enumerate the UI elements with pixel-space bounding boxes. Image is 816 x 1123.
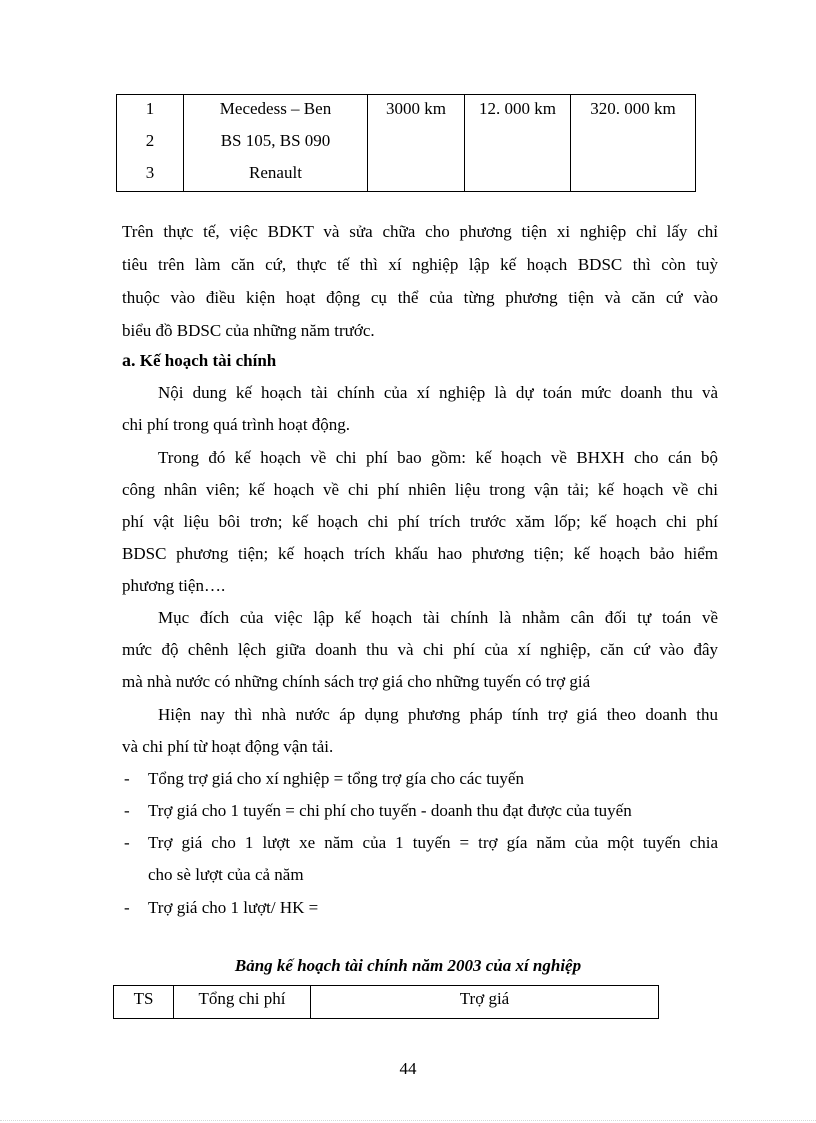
vehicle-maintenance-table	[116, 94, 696, 192]
bullet-dash: -	[124, 833, 130, 852]
bullet-dash: -	[124, 898, 130, 917]
paragraph-line: Nội dung kế hoạch tài chính của xí nghiệp là dự toán mức doanh thu và	[158, 383, 718, 402]
bullet-item: Trợ giá cho 1 lượt/ HK =	[148, 898, 319, 917]
header-subsidy: Trợ giá	[311, 986, 659, 1019]
vehicle-name: Renault	[249, 163, 302, 182]
page-number: 44	[399, 1059, 417, 1078]
paragraph-line: Trong đó kế hoạch về chi phí bao gồm: kế hoạch về BHXH cho cán bộ	[158, 448, 718, 467]
section-title: Kế hoạch tài chính	[139, 351, 277, 370]
paragraph-line: tiêu trên làm căn cứ, thực tế thì xí nghiệp lập kế hoạch BDSC thì còn tuỳ	[122, 255, 718, 274]
footer-rule	[0, 1120, 816, 1121]
bullet-item: Tổng trợ giá cho xí nghiệp = tổng trợ gía cho các tuyến	[148, 769, 524, 788]
paragraph-line: Hiện nay thì nhà nước áp dụng phương pháp tính trợ giá theo doanh thu	[158, 705, 718, 724]
number-column-cell	[117, 95, 184, 192]
interval-cell-1: 3000 km	[368, 95, 465, 192]
paragraph-line: biểu đồ BDSC của những năm trước.	[122, 321, 375, 340]
bullet-item-continuation: cho sè lượt của cả năm	[148, 865, 304, 884]
bullet-item: Trợ giá cho 1 tuyến = chi phí cho tuyến - doanh thu đạt được của tuyến	[148, 801, 632, 820]
interval-cell-3: 320. 000 km	[571, 95, 696, 192]
paragraph-line: phương tiện….	[122, 576, 226, 595]
paragraph-line: mức độ chênh lệch giữa doanh thu và chi phí của xí nghiệp, căn cứ vào đây	[122, 640, 718, 659]
paragraph-line: thuộc vào điều kiện hoạt động cụ thể của từng phương tiện và căn cứ vào	[122, 288, 718, 307]
paragraph-line: Mục đích của việc lập kế hoạch tài chính là nhằm cân đối tự toán về	[158, 608, 718, 627]
table-caption: Bảng kế hoạch tài chính năm 2003 của xí nghiệp	[234, 956, 582, 975]
financial-plan-table	[113, 985, 659, 1019]
section-marker: a.	[122, 350, 136, 370]
section-heading	[122, 350, 276, 371]
vehicle-name: Mecedess – Ben	[219, 99, 332, 118]
paragraph-line: chi phí trong quá trình hoạt động.	[122, 415, 351, 434]
row-number: 1	[145, 99, 155, 118]
paragraph-line: công nhân viên; kế hoạch về chi phí nhiên liệu trong vận tải; kế hoạch về chi	[122, 480, 718, 499]
header-ts: TS	[114, 986, 174, 1019]
interval-cell-2: 12. 000 km	[465, 95, 571, 192]
paragraph-line: phí vật liệu bôi trơn; kế hoạch chi phí trích trước xăm lốp; kế hoạch chi phí	[122, 512, 718, 531]
paragraph-line: BDSC phương tiện; kế hoạch trích khấu hao phương tiện; kế hoạch bảo hiểm	[122, 544, 718, 563]
paragraph-line: mà nhà nước có những chính sách trợ giá cho những tuyến có trợ giá	[122, 672, 591, 691]
vehicle-name: BS 105, BS 090	[220, 131, 331, 150]
bullet-dash: -	[124, 801, 130, 820]
row-number: 3	[145, 163, 155, 182]
header-total-cost: Tổng chi phí	[174, 986, 311, 1019]
paragraph-line: Trên thực tế, việc BDKT và sửa chữa cho phương tiện xi nghiệp chỉ lấy chỉ	[122, 222, 718, 241]
paragraph-line: và chi phí từ hoạt động vận tải.	[122, 737, 334, 756]
row-number: 2	[145, 131, 155, 150]
vehicle-column-cell	[184, 95, 368, 192]
bullet-dash: -	[124, 769, 130, 788]
bullet-item: Trợ giá cho 1 lượt xe năm của 1 tuyến = trợ gía năm của một tuyến chia	[148, 833, 718, 852]
